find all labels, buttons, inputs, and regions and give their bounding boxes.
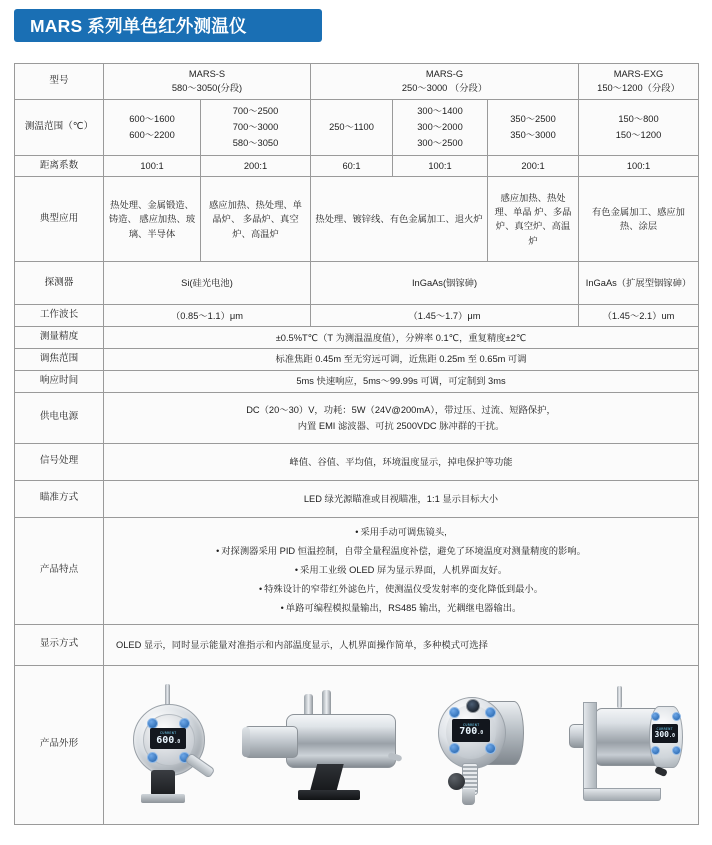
cell-applications-2: 感应加热、热处理、单晶炉、 多晶炉、真空炉、高温炉 (201, 177, 311, 262)
cell-temp-range-6 (579, 99, 699, 155)
menu-button-icon (651, 746, 660, 755)
temp-value: 700～3000 (232, 122, 279, 133)
row-label-wavelength: 工作波长 (15, 305, 104, 327)
feature-bullet: • 特殊设计的窄带红外滤色片，使测温仪受发射率的变化降低到最小。 (108, 580, 694, 599)
cell-display: OLED 显示，同时显示能量对准指示和内部温度显示，人机界面操作简单，多种模式可选择 (104, 624, 699, 665)
cell-distance-ratio-1: 100:1 (104, 155, 201, 177)
bracket-vertical-arm (583, 702, 597, 796)
display-reading: 600.0 (156, 734, 181, 746)
model-name-mars-g: MARS-G (425, 69, 464, 79)
table-row-features (15, 517, 699, 624)
temp-value: 150～1200 (615, 130, 662, 141)
sensor-barrel (286, 714, 396, 768)
display-reading: 700.0 (459, 726, 484, 738)
row-label-appearance: 产品外形 (15, 665, 104, 824)
cell-distance-ratio-4: 100:1 (393, 155, 488, 177)
cell-accuracy: ±0.5%T℃（T 为测温温度值），分辨率 0.1℃，重复精度±2℃ (104, 327, 699, 349)
mounting-bracket (151, 770, 175, 796)
model-range-mars-exg: 150～1200（分段） (597, 83, 680, 94)
model-range-mars-g: 250～3000 （分段） (401, 83, 488, 94)
table-row-distance-ratio (15, 155, 699, 177)
display-reading: 300.0 (654, 730, 675, 740)
row-label-detector: 探测器 (15, 262, 104, 305)
model-name-mars-exg: MARS-EXG (613, 69, 664, 79)
cell-applications-5: 感应加热、热处理、单晶 炉、多晶炉、真空炉、高温炉 (488, 177, 579, 262)
feature-bullet: • 单路可编程模拟量输出，RS485 输出，光耦继电器输出。 (108, 599, 694, 618)
cell-distance-ratio-3: 60:1 (311, 155, 393, 177)
cell-wavelength-si: （0.85～1.1）μm (104, 305, 311, 327)
cell-temp-range-1 (104, 99, 201, 155)
cell-signal-processing: 峰值、谷值、平均值，环境温度显示，掉电保护等功能 (104, 443, 699, 480)
power-supply-line-2: 内置 EMI 滤波器、可抗 2500VDC 脉冲群的干扰。 (297, 420, 505, 431)
product-image-barrel-l-bracket-thermometer (551, 684, 683, 806)
feature-bullet: • 对探测器采用 PID 恒温控制，自带全量程温度补偿，避免了环境温度对测量精度的影响。 (108, 542, 694, 561)
enter-button-icon (672, 746, 681, 755)
cell-temp-range-2 (201, 99, 311, 155)
lens-tube (244, 726, 298, 758)
cell-distance-ratio-2: 200:1 (201, 155, 311, 177)
model-name-mars-s: MARS-S (188, 69, 226, 79)
temp-value: 300～2500 (417, 138, 463, 149)
cell-detector-si: Si(硅光电池) (104, 262, 311, 305)
model-range-mars-s: 580～3050(分段) (171, 83, 243, 94)
row-label-response-time: 响应时间 (15, 371, 104, 393)
power-supply-line-1: DC（20～30）V，功耗：5W（24V@200mA），带过压、过流、短路保护， (246, 404, 556, 415)
cell-wavelength-ingaas: （1.45～1.7）μm (311, 305, 579, 327)
row-label-temp-range: 测温范围（℃） (15, 99, 104, 155)
mount-tip (462, 789, 475, 805)
cell-detector-ingaas: InGaAs(铟镓砷) (311, 262, 579, 305)
row-label-model: 型号 (15, 64, 104, 100)
page-title: MARS 系列单色红外测温仪 (30, 16, 247, 36)
oled-display (652, 724, 678, 743)
cell-focus-range: 标准焦距 0.45m 至无穷远可调，近焦距 0.25m 至 0.65m 可调 (104, 349, 699, 371)
cell-temp-range-5 (488, 99, 579, 155)
cell-features (104, 517, 699, 624)
temp-value: 600～1600 (129, 113, 175, 124)
temp-value: 580～3050 (232, 138, 279, 149)
cell-detector-ingaas-ext: InGaAs（扩展型铟镓砷） (579, 262, 699, 305)
row-label-power-supply: 供电电源 (15, 392, 104, 443)
table-row-display (15, 624, 699, 665)
cell-distance-ratio-6: 100:1 (579, 155, 699, 177)
connector-stem-icon (617, 686, 622, 708)
product-image-barrel-pistol-mount-thermometer (238, 686, 406, 804)
table-row-temp-range (15, 99, 699, 155)
product-image-round-head-angled-thermometer (428, 681, 528, 809)
row-label-aiming: 瞄准方式 (15, 480, 104, 517)
feature-bullet: • 采用手动可调焦镜头, (108, 523, 694, 542)
cell-applications-3: 热处理、镀锌线、有色金属加工、退火炉 (311, 177, 488, 262)
table-row-wavelength (15, 305, 699, 327)
temp-value: 350～2500 (510, 113, 556, 124)
cell-temp-range-4 (393, 99, 488, 155)
temp-value: 150～800 (618, 113, 659, 124)
oled-display (452, 719, 490, 742)
cell-power-supply (104, 392, 699, 443)
cell-model-mars-s (104, 64, 311, 100)
table-row-signal-processing (15, 443, 699, 480)
specification-table (14, 63, 699, 825)
temp-value: 250～1100 (329, 122, 374, 133)
feature-bullet: • 采用工业级 OLED 屏为显示界面，人机界面友好。 (108, 561, 694, 580)
connector-stem-icon (165, 684, 170, 706)
temp-value: 700～2500 (232, 105, 279, 116)
cell-applications-6: 有色金属加工、感应加热、涂层 (579, 177, 699, 262)
bracket-base (583, 788, 661, 801)
table-row-appearance (15, 665, 699, 824)
table-row-model (15, 64, 699, 100)
row-label-distance-ratio: 距离系数 (15, 155, 104, 177)
bracket-base (298, 790, 360, 800)
table-row-power-supply (15, 392, 699, 443)
page-title-banner (14, 9, 322, 42)
row-label-display: 显示方式 (15, 624, 104, 665)
cell-temp-range-3 (311, 99, 393, 155)
row-label-features: 产品特点 (15, 517, 104, 624)
pistol-grip-mount (310, 764, 344, 792)
table-row-accuracy (15, 327, 699, 349)
cell-aiming: LED 绿光源瞄准或目视瞄准，1:1 显示目标大小 (104, 480, 699, 517)
oled-display (150, 728, 186, 749)
cell-model-mars-exg (579, 64, 699, 100)
cell-distance-ratio-5: 200:1 (488, 155, 579, 177)
up-button-icon (651, 712, 660, 721)
temp-value: 350～3000 (510, 130, 556, 141)
cell-wavelength-ingaas-ext: （1.45～2.1）um (579, 305, 699, 327)
display-header: CURRENT (656, 726, 673, 731)
table-row-applications (15, 177, 699, 262)
row-label-focus-range: 调焦范围 (15, 349, 104, 371)
row-label-applications: 典型应用 (15, 177, 104, 262)
display-header: CURRENT (463, 722, 480, 727)
table-row-aiming (15, 480, 699, 517)
cell-response-time: 5ms 快速响应，5ms～99.99s 可调，可定制到 3ms (104, 371, 699, 393)
product-photo-strip (108, 669, 694, 821)
bracket-foot (141, 794, 185, 803)
temp-value: 300～2000 (417, 122, 463, 133)
temp-value: 300～1400 (417, 105, 463, 116)
table-row-focus-range (15, 349, 699, 371)
temp-value: 600～2200 (129, 130, 175, 141)
row-label-signal-processing: 信号处理 (15, 443, 104, 480)
row-label-accuracy: 测量精度 (15, 327, 104, 349)
cell-model-mars-g (311, 64, 579, 100)
product-image-round-head-bracket-thermometer (119, 682, 215, 807)
cell-appearance (104, 665, 699, 824)
table-row-response-time (15, 371, 699, 393)
table-row-detector (15, 262, 699, 305)
down-button-icon (672, 712, 681, 721)
cell-applications-1: 热处理、金属锻造、铸造、 感应加热、玻璃、半导体 (104, 177, 201, 262)
display-header: CURRENT (160, 731, 177, 736)
